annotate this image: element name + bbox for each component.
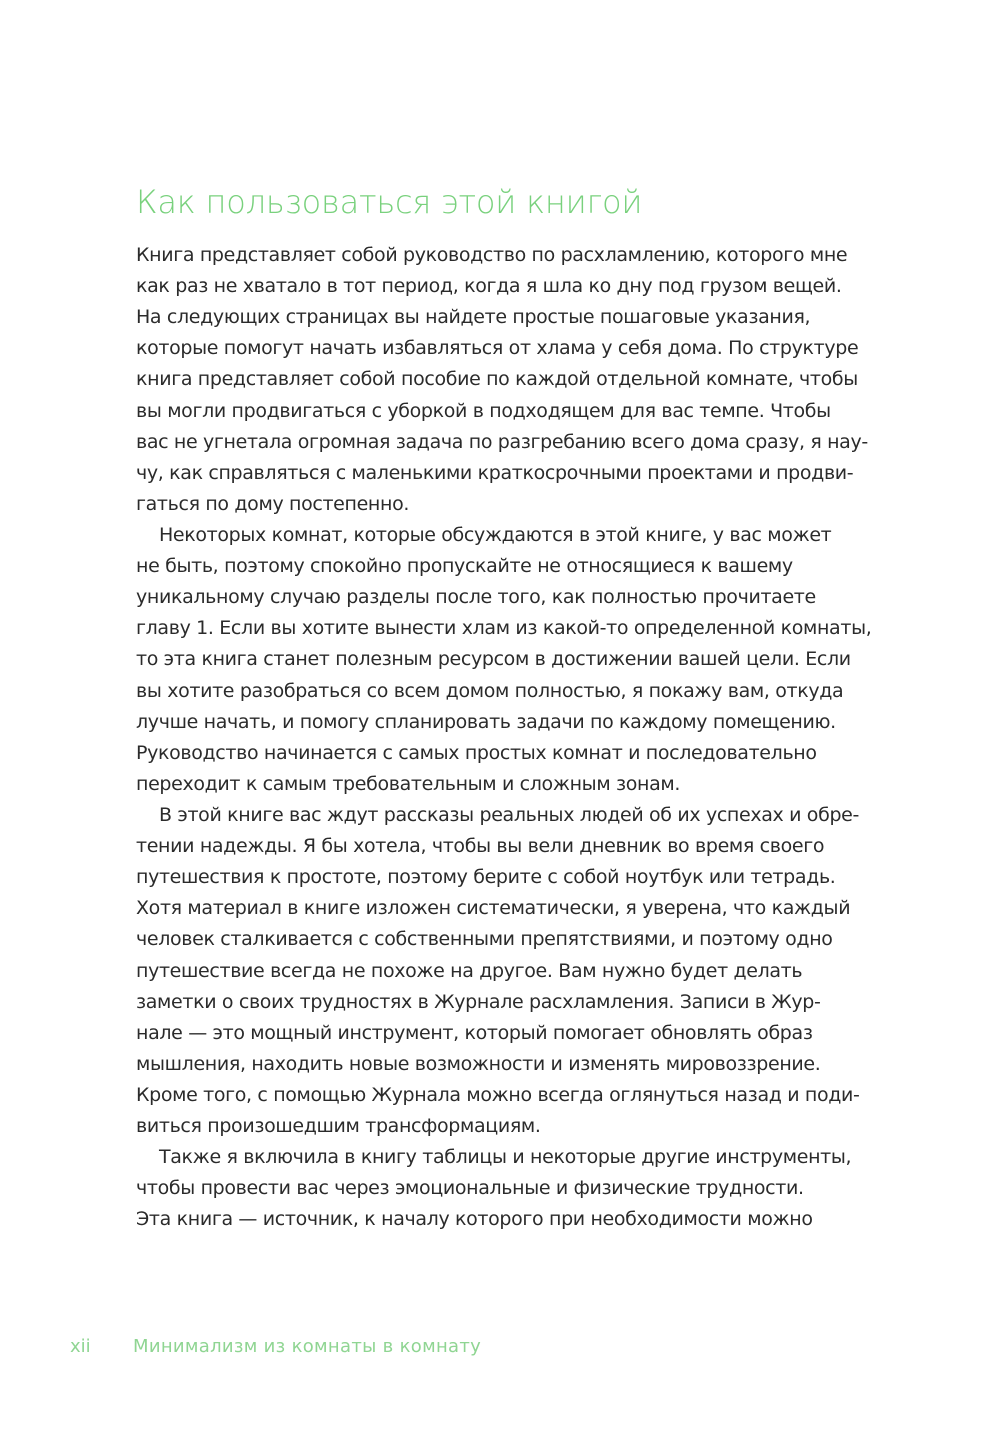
- text-line: лучше начать, и помогу спланировать задачи по каждому помещению.: [136, 710, 836, 733]
- text-line: чу, как справляться с маленькими краткосрочными проектами и продви-: [136, 461, 854, 484]
- text-line: вас не угнетала огромная задача по разгребанию всего дома сразу, я нау-: [136, 430, 868, 453]
- text-line: то эта книга станет полезным ресурсом в достижении вашей цели. Если: [136, 648, 851, 671]
- paragraph-first-line: Некоторых комнат, которые обсуждаются в этой книге, у вас может: [159, 523, 832, 546]
- text-line: нале — это мощный инструмент, который помогает обновлять образ: [136, 1021, 813, 1044]
- text-line: уникальному случаю разделы после того, как полностью прочитаете: [136, 586, 816, 609]
- text-line: гаться по дому постепенно.: [136, 492, 410, 515]
- text-line: путешествие всегда не похоже на другое. Вам нужно будет делать: [136, 959, 803, 982]
- paragraph-first-line: Также я включила в книгу таблицы и некоторые другие инструменты,: [159, 1146, 852, 1169]
- text-line: Книга представляет собой руководство по расхламлению, которого мне: [136, 244, 848, 266]
- paragraph-first-line: В этой книге вас ждут рассказы реальных людей об их успехах и обре-: [159, 803, 859, 826]
- text-line: как раз не хватало в тот период, когда я шла ко дну под грузом вещей.: [136, 275, 842, 298]
- running-title: Минимализм из комнаты в комнату: [133, 1336, 482, 1357]
- text-line: главу 1. Если вы хотите вынести хлам из какой-то определенной комнаты,: [136, 617, 872, 640]
- body-text: [136, 240, 876, 1236]
- text-line: На следующих страницах вы найдете простые пошаговые указания,: [136, 306, 811, 329]
- page-number: xii: [70, 1336, 91, 1357]
- text-line: Кроме того, с помощью Журнала можно всегда оглянуться назад и поди-: [136, 1083, 860, 1106]
- section-heading: Как пользоваться этой книгой: [136, 183, 643, 221]
- text-line: тении надежды. Я бы хотела, чтобы вы вели дневник во время своего: [136, 835, 825, 858]
- text-line: заметки о своих трудностях в Журнале расхламления. Записи в Жур-: [136, 990, 821, 1013]
- text-line: путешествия к простоте, поэтому берите с собой ноутбук или тетрадь.: [136, 866, 836, 889]
- text-line: Хотя материал в книге изложен систематически, я уверена, что каждый: [136, 897, 851, 920]
- text-line: книга представляет собой пособие по каждой отдельной комнате, чтобы: [136, 368, 858, 391]
- text-line: человек сталкивается с собственными препятствиями, и поэтому одно: [136, 928, 833, 951]
- text-line: вы хотите разобраться со всем домом полностью, я покажу вам, откуда: [136, 679, 844, 702]
- text-line: Руководство начинается с самых простых комнат и последовательно: [136, 741, 817, 764]
- text-line: переходит к самым требовательным и сложным зонам.: [136, 772, 681, 795]
- text-line: мышления, находить новые возможности и изменять мировоззрение.: [136, 1052, 821, 1075]
- text-line: вы могли продвигаться с уборкой в подходящем для вас темпе. Чтобы: [136, 399, 831, 422]
- text-line: виться произошедшим трансформациям.: [136, 1115, 541, 1138]
- text-line: чтобы провести вас через эмоциональные и физические трудности.: [136, 1177, 804, 1200]
- text-line: Эта книга — источник, к началу которого при необходимости можно: [136, 1208, 813, 1231]
- text-line: которые помогут начать избавляться от хлама у себя дома. По структуре: [136, 337, 859, 360]
- text-line: не быть, поэтому спокойно пропускайте не относящиеся к вашему: [136, 555, 793, 578]
